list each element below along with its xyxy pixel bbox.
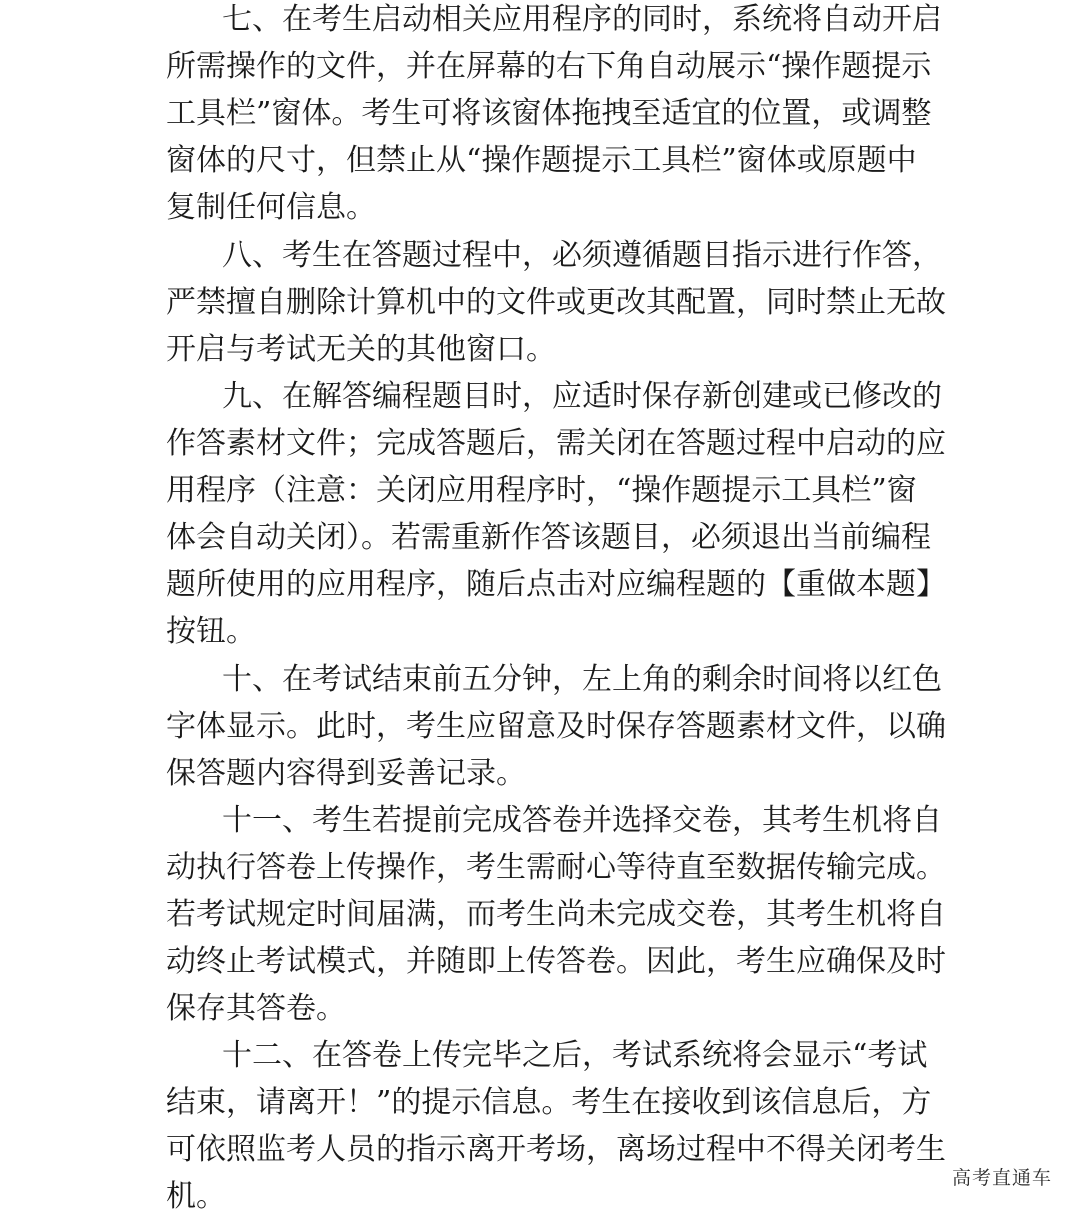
paragraph-11-line-3: 若考试规定时间届满，而考生尚未完成交卷，其考生机将自 — [166, 897, 946, 932]
paragraph-7-line-4: 窗体的尺寸，但禁止从“操作题提示工具栏”窗体或原题中 — [166, 143, 917, 178]
paragraph-7-line-3: 工具栏”窗体。考生可将该窗体拖拽至适宜的位置，或调整 — [166, 96, 932, 131]
paragraph-7-line-1: 七、在考生启动相关应用程序的同时，系统将自动开启 — [222, 2, 942, 37]
paragraph-11-line-2: 动执行答卷上传操作，考生需耐心等待直至数据传输完成。 — [166, 850, 946, 885]
paragraph-7-line-5: 复制任何信息。 — [166, 190, 376, 225]
paragraph-10-line-2: 字体显示。此时，考生应留意及时保存答题素材文件，以确 — [166, 709, 946, 744]
paragraph-12-line-1: 十二、在答卷上传完毕之后，考试系统将会显示“考试 — [222, 1038, 928, 1073]
paragraph-9-line-6: 按钮。 — [166, 614, 256, 649]
paragraph-11-line-4: 动终止考试模式，并随即上传答卷。因此，考生应确保及时 — [166, 944, 946, 979]
paragraph-9-line-5: 题所使用的应用程序，随后点击对应编程题的【重做本题】 — [166, 567, 946, 602]
paragraph-10-line-1: 十、在考试结束前五分钟，左上角的剩余时间将以红色 — [222, 662, 942, 697]
paragraph-12-line-4: 机。 — [166, 1179, 226, 1214]
paragraph-8-line-2: 严禁擅自删除计算机中的文件或更改其配置，同时禁止无故 — [166, 285, 946, 320]
paragraph-9-line-2: 作答素材文件；完成答题后，需关闭在答题过程中启动的应 — [166, 426, 946, 461]
paragraph-9-line-3: 用程序（注意：关闭应用程序时，“操作题提示工具栏”窗 — [166, 473, 917, 508]
paragraph-7-line-2: 所需操作的文件，并在屏幕的右下角自动展示“操作题提示 — [166, 49, 932, 84]
paragraph-9-line-4: 体会自动关闭）。若需重新作答该题目，必须退出当前编程 — [166, 520, 931, 555]
paragraph-12-line-2: 结束，请离开！”的提示信息。考生在接收到该信息后，方 — [166, 1085, 932, 1120]
paragraph-8-line-1: 八、考生在答题过程中，必须遵循题目指示进行作答， — [222, 238, 942, 273]
watermark-text: 高考直通车 — [951, 1167, 1052, 1189]
paragraph-9-line-1: 九、在解答编程题目时，应适时保存新创建或已修改的 — [222, 379, 942, 414]
paragraph-12-line-3: 可依照监考人员的指示离开考场，离场过程中不得关闭考生 — [166, 1132, 946, 1167]
paragraph-11-line-5: 保存其答卷。 — [166, 991, 346, 1026]
paragraph-10-line-3: 保答题内容得到妥善记录。 — [166, 756, 526, 791]
paragraph-11-line-1: 十一、考生若提前完成答卷并选择交卷，其考生机将自 — [222, 803, 942, 838]
paragraph-8-line-3: 开启与考试无关的其他窗口。 — [166, 332, 556, 367]
